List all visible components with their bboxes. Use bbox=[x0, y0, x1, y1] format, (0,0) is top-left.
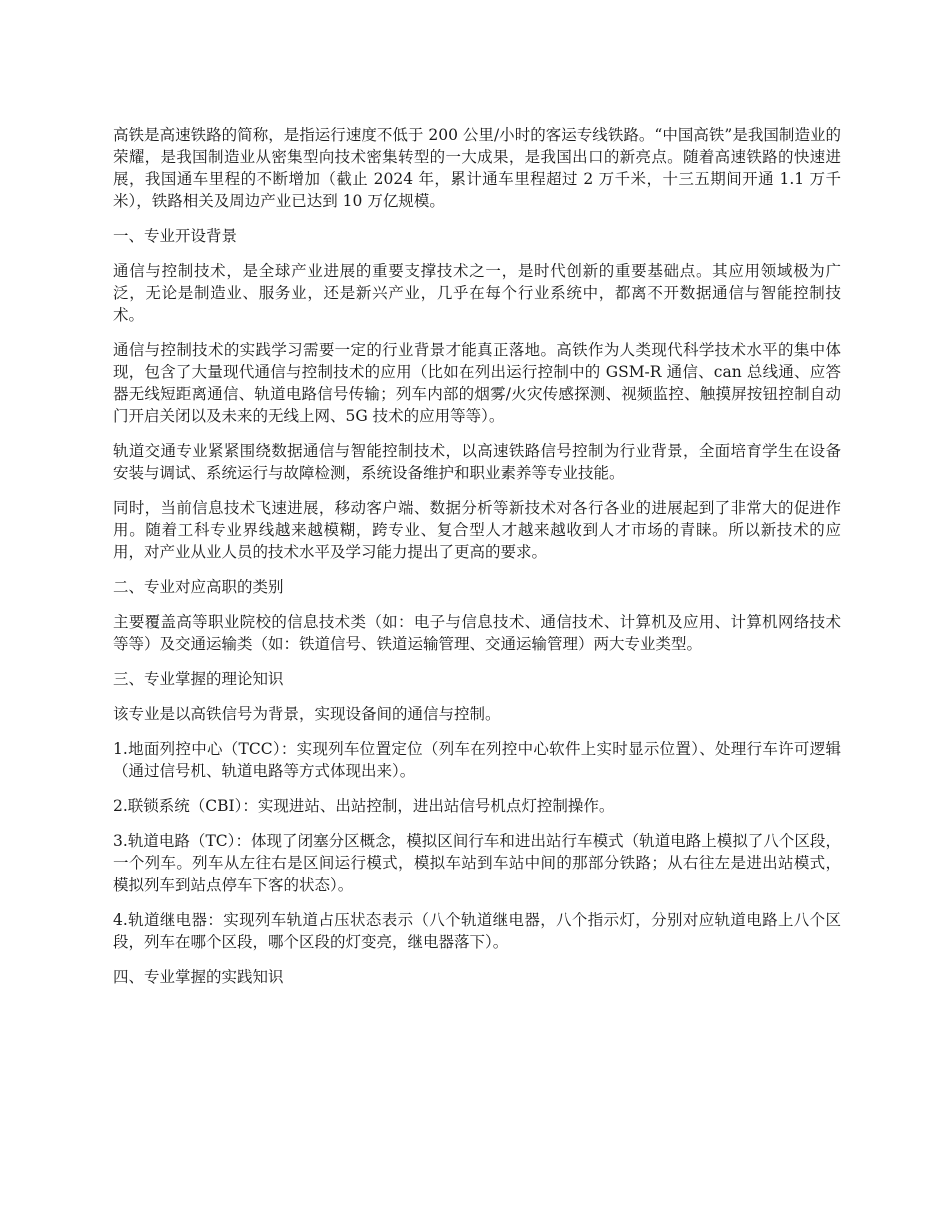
document-body bbox=[113, 124, 841, 1001]
paragraph-practice: 通信与控制技术的实践学习需要一定的行业背景才能真正落地。高铁作为人类现代科学技术水平的集中体现，包含了大量现代通信与控制技术的应用（比如在列出运行控制中的 GSM-R 通信、can 总线通、应答器无线短距离通信、轨道电路信号传输；列车内部的烟雾/火灾传感探测、视频监控、触摸屏按钮控制自动门开启关闭以及未来的无线上网、5G 技术的应用等等）。 bbox=[113, 341, 841, 425]
section-heading-practice: 四、专业掌握的实践知识 bbox=[113, 968, 284, 986]
list-item-cbi: 2.联锁系统（CBI）：实现进站、出站控制，进出站信号机点灯控制操作。 bbox=[113, 797, 615, 815]
section-heading-categories: 二、专业对应高职的类别 bbox=[113, 578, 284, 596]
list-item-track-relay: 4.轨道继电器：实现列车轨道占压状态表示（八个轨道继电器，八个指示灯，分别对应轨道电路上八个区段，列车在哪个区段，哪个区段的灯变亮，继电器落下）。 bbox=[113, 911, 841, 951]
section-heading-background: 一、专业开设背景 bbox=[113, 227, 238, 245]
paragraph-categories: 主要覆盖高等职业院校的信息技术类（如：电子与信息技术、通信技术、计算机及应用、计算机网络技术等等）及交通运输类（如：铁道信号、铁道运输管理、交通运输管理）两大专业类型。 bbox=[113, 613, 841, 653]
intro-paragraph: 高铁是高速铁路的简称，是指运行速度不低于 200 公里/小时的客运专线铁路。“中国高铁”是我国制造业的荣耀，是我国制造业从密集型向技术密集转型的一大成果，是我国出口的新亮点。随着高速铁路的快速进展，我国通车里程的不断增加（截止 2024 年，累计通车里程超过 2 万千米，十三五期间开通 1.1 万千米），铁路相关及周边产业已达到 10 万亿规模。 bbox=[113, 126, 841, 210]
paragraph-new-tech: 同时，当前信息技术飞速进展，移动客户端、数据分析等新技术对各行各业的进展起到了非常大的促进作用。随着工科专业界线越来越模糊，跨专业、复合型人才越来越收到人才市场的青睐。所以新技术的应用，对产业从业人员的技术水平及学习能力提出了更高的要求。 bbox=[113, 499, 841, 561]
section-heading-theory: 三、专业掌握的理论知识 bbox=[113, 670, 284, 688]
paragraph-comm-control: 通信与控制技术，是全球产业进展的重要支撑技术之一，是时代创新的重要基础点。其应用领域极为广泛，无论是制造业、服务业，还是新兴产业，几乎在每个行业系统中，都离不开数据通信与智能控制技术。 bbox=[113, 262, 841, 324]
paragraph-rail-transit: 轨道交通专业紧紧围绕数据通信与智能控制技术，以高速铁路信号控制为行业背景，全面培育学生在设备安装与调试、系统运行与故障检测，系统设备维护和职业素养等专业技能。 bbox=[113, 442, 841, 482]
paragraph-theory-intro: 该专业是以高铁信号为背景，实现设备间的通信与控制。 bbox=[113, 705, 501, 723]
list-item-tcc: 1.地面列控中心（TCC）：实现列车位置定位（列车在列控中心软件上实时显示位置）、处理行车许可逻辑（通过信号机、轨道电路等方式体现出来）。 bbox=[113, 740, 841, 780]
list-item-track-circuit: 3.轨道电路（TC）：体现了闭塞分区概念，模拟区间行车和进出站行车模式（轨道电路上模拟了八个区段，一个列车。列车从左往右是区间运行模式，模拟车站到车站中间的那部分铁路；从右往左是进出站模式，模拟列车到站点停车下客的状态）。 bbox=[113, 832, 841, 894]
